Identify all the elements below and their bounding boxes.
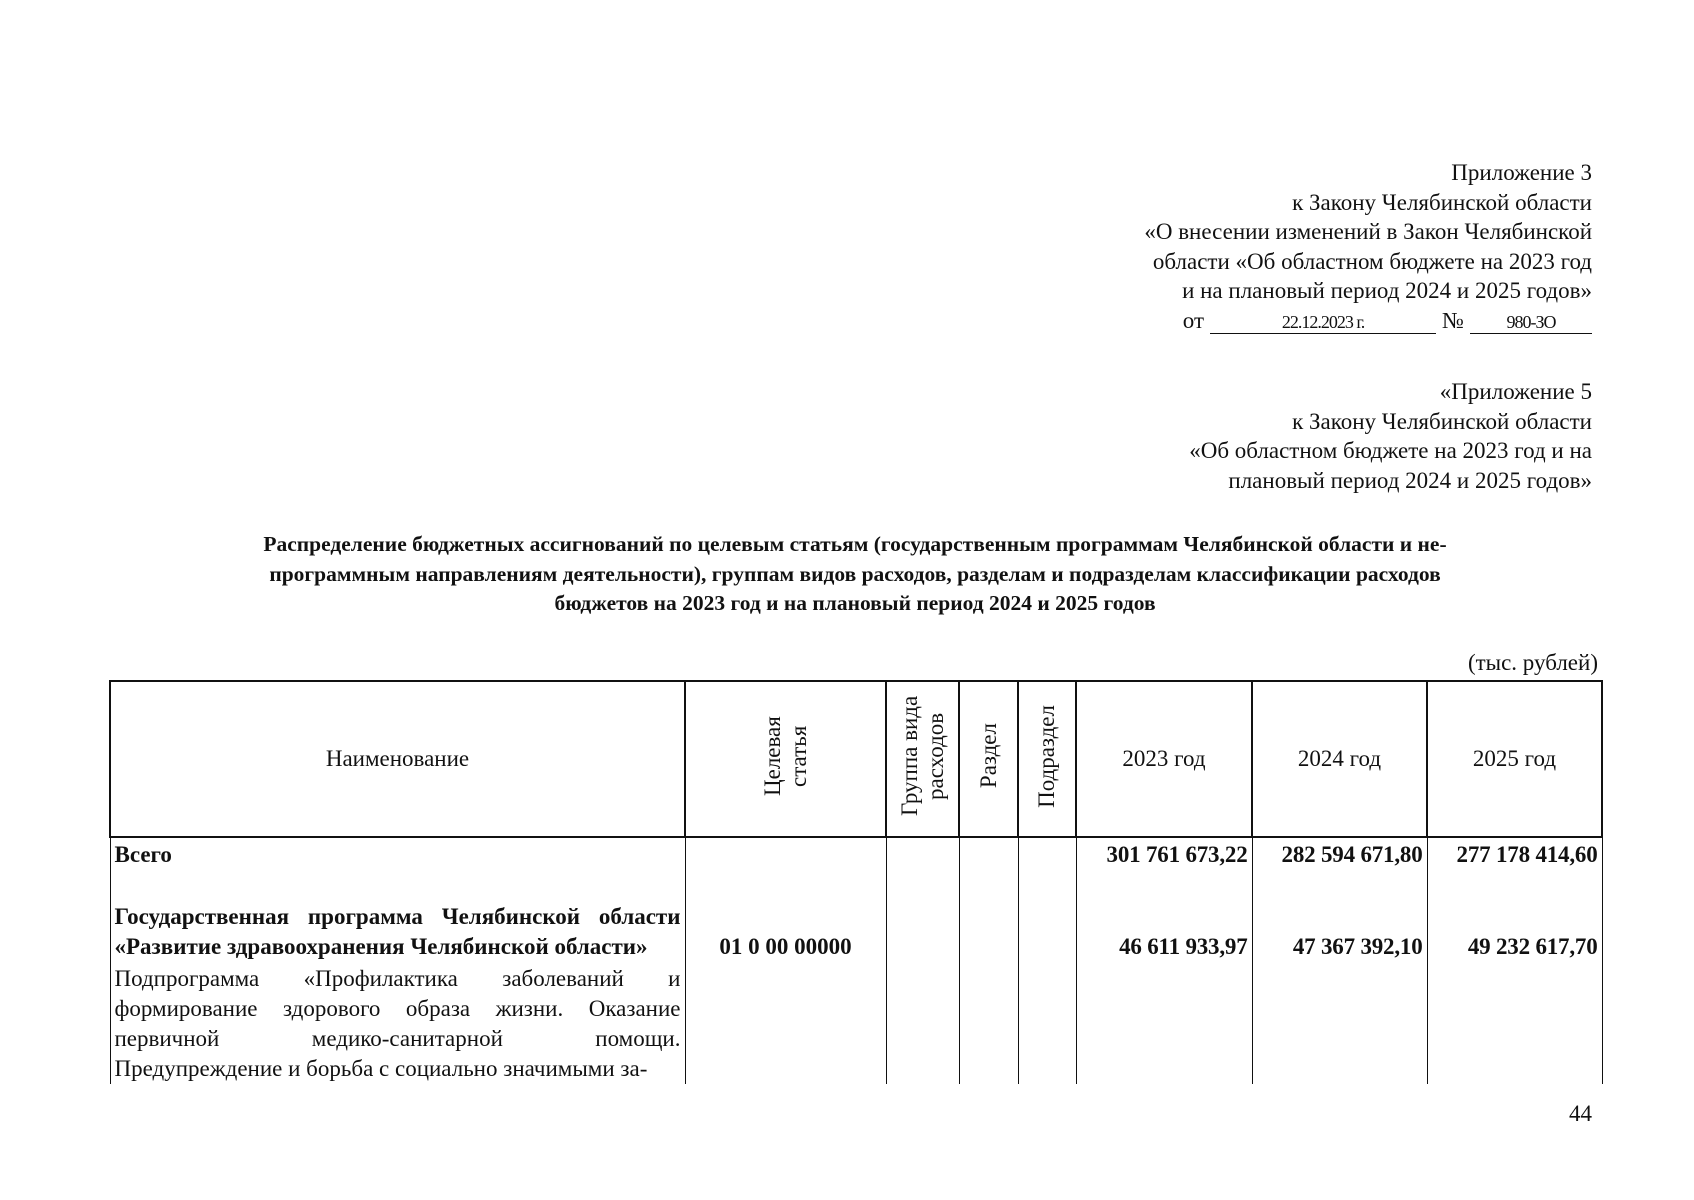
title-line: Распределение бюджетных ассигнований по целевым статьям (государственным программам Челябинской области и не-	[263, 532, 1447, 556]
title-line: программным направлениям деятельности), группам видов расходов, разделам и подразделам классификации расходов	[269, 561, 1441, 586]
row-value-2024: 47 367 392,10	[1252, 870, 1427, 962]
header-name: Наименование	[110, 681, 685, 837]
original-appendix-header	[952, 377, 1592, 495]
appendix-line: к Закону Челябинской области	[1292, 189, 1592, 215]
row-name: Подпрограмма «Профилактика заболеваний и формирование здорового образа жизни. Оказание первичной медико-санитарной помощи. Предупреждение и борьба с социально значимыми за-	[110, 962, 685, 1084]
appendix-line: «О внесении изменений в Закон Челябинской	[1144, 219, 1592, 244]
row-target-code	[685, 837, 886, 870]
row-value-2023: 46 611 933,97	[1076, 870, 1252, 962]
date-number-line	[1183, 306, 1592, 336]
row-expense-group	[886, 837, 959, 870]
date-prefix: от	[1182, 307, 1205, 333]
table-row	[110, 870, 1602, 962]
header-year-2024: 2024 год	[1252, 681, 1427, 837]
appendix-header	[952, 158, 1592, 335]
units-label: (тыс. рублей)	[1467, 650, 1598, 675]
number-prefix: №	[1442, 307, 1464, 333]
appendix-line: «Приложение 5	[1439, 379, 1592, 404]
row-value-2023: 301 761 673,22	[1076, 837, 1252, 870]
row-expense-group	[886, 870, 959, 962]
appendix-line: и на плановый период 2024 и 2025 годов»	[1182, 278, 1592, 303]
table-row	[110, 837, 1602, 870]
header-year-2025: 2025 год	[1427, 681, 1602, 837]
row-value-2024	[1252, 962, 1427, 1084]
row-subsection	[1018, 837, 1076, 870]
row-name: Государственная программа Челябинской области «Развитие здравоохранения Челябинской области»	[110, 870, 685, 962]
row-target-code	[685, 962, 886, 1084]
appendix-line: области «Об областном бюджете на 2023 год	[1152, 248, 1592, 274]
page-number: 44	[1569, 1101, 1592, 1126]
table-header-row	[110, 681, 1602, 837]
row-value-2025: 49 232 617,70	[1427, 870, 1602, 962]
law-number-field: 980-ЗО	[1470, 311, 1592, 334]
row-value-2024: 282 594 671,80	[1252, 837, 1427, 870]
row-section	[959, 837, 1018, 870]
budget-table	[109, 680, 1603, 1084]
row-value-2025: 277 178 414,60	[1427, 837, 1602, 870]
appendix-line: к Закону Челябинской области	[1292, 408, 1592, 434]
title-line: бюджетов на 2023 год и на плановый период 2024 и 2025 годов	[554, 591, 1156, 615]
header-section: Раздел	[959, 681, 1018, 837]
row-section	[959, 870, 1018, 962]
appendix-line: «Об областном бюджете на 2023 год и на	[1189, 438, 1592, 463]
appendix-line: плановый период 2024 и 2025 годов»	[1228, 467, 1592, 493]
date-field: 22.12.2023 г.	[1210, 311, 1436, 334]
table-row	[110, 962, 1602, 1084]
row-value-2023	[1076, 962, 1252, 1084]
appendix-line: Приложение 3	[1451, 160, 1592, 185]
header-year-2023: 2023 год	[1076, 681, 1252, 837]
row-target-code: 01 0 00 00000	[685, 870, 886, 962]
document-title	[110, 530, 1600, 619]
header-target-article: Целевая статья	[685, 681, 886, 837]
row-value-2025	[1427, 962, 1602, 1084]
row-section	[959, 962, 1018, 1084]
header-subsection: Подраздел	[1018, 681, 1076, 837]
row-subsection	[1018, 962, 1076, 1084]
row-subsection	[1018, 870, 1076, 962]
row-name: Всего	[110, 837, 685, 870]
row-expense-group	[886, 962, 959, 1084]
header-expense-group: Группа вида расходов	[886, 681, 959, 837]
